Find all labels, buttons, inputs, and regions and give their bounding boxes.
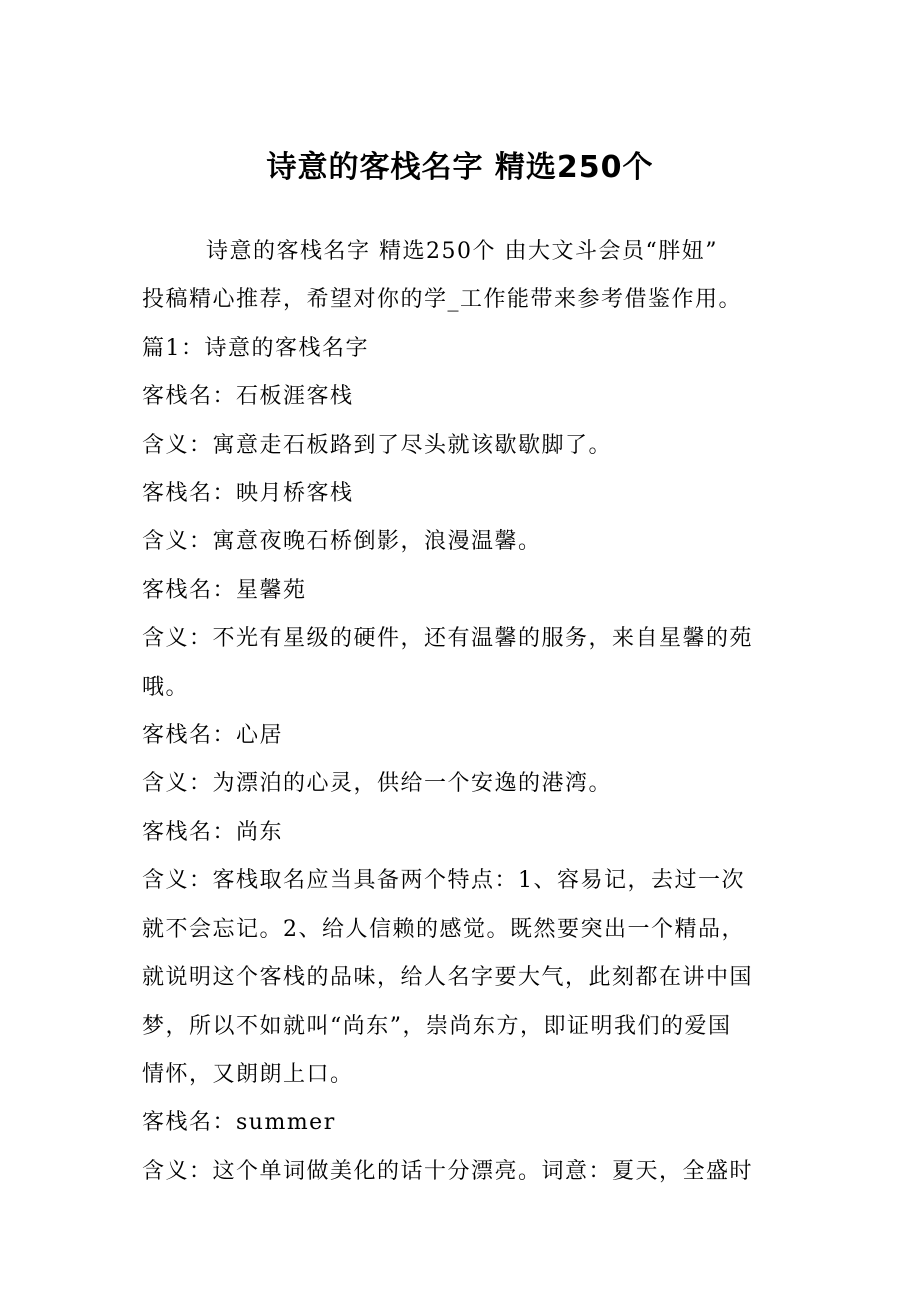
meaning-line-continued: 梦，所以不如就叫“尚东”，崇尚东方，即证明我们的爱国: [142, 1013, 732, 1039]
meaning-line: 含义：寓意走石板路到了尽头就该歇歇脚了。: [142, 432, 613, 458]
intro-line-2: 投稿精心推荐，希望对你的学_工作能带来参考借鉴作用。: [142, 287, 743, 313]
meaning-line: 含义：寓意夜晚石桥倒影，浪漫温馨。: [142, 529, 542, 555]
intro-line-1: 诗意的客栈名字 精选250个 由大文斗会员“胖妞”: [206, 239, 718, 264]
inn-name-line: 客栈名：心居: [142, 723, 284, 749]
meaning-line-continued: 哦。: [142, 674, 190, 700]
inn-name-line: 客栈名：星馨苑: [142, 577, 307, 603]
inn-name-line: 客栈名：石板涯客栈: [142, 384, 354, 410]
meaning-line: 含义：客栈取名应当具备两个特点：1、容易记，去过一次: [142, 868, 745, 894]
meaning-line-continued: 情怀，又朗朗上口。: [142, 1061, 354, 1087]
inn-name-line: 客栈名：映月桥客栈: [142, 481, 354, 507]
meaning-line-continued: 就说明这个客栈的品味，给人名字要大气，此刻都在讲中国: [142, 965, 754, 991]
section-heading: 篇1：诗意的客栈名字: [142, 335, 369, 361]
document-title: 诗意的客栈名字 精选250个: [266, 150, 654, 185]
inn-name-line: 客栈名：summer: [142, 1110, 336, 1136]
meaning-line: 含义：不光有星级的硬件，还有温馨的服务，来自星馨的苑: [142, 626, 754, 652]
inn-name-line: 客栈名：尚东: [142, 819, 284, 845]
meaning-line: 含义：这个单词做美化的话十分漂亮。词意：夏天，全盛时: [142, 1158, 754, 1184]
meaning-line-continued: 就不会忘记。2、给人信赖的感觉。既然要突出一个精品，: [142, 916, 745, 942]
meaning-line: 含义：为漂泊的心灵，供给一个安逸的港湾。: [142, 771, 613, 797]
document-body: [142, 228, 782, 1196]
